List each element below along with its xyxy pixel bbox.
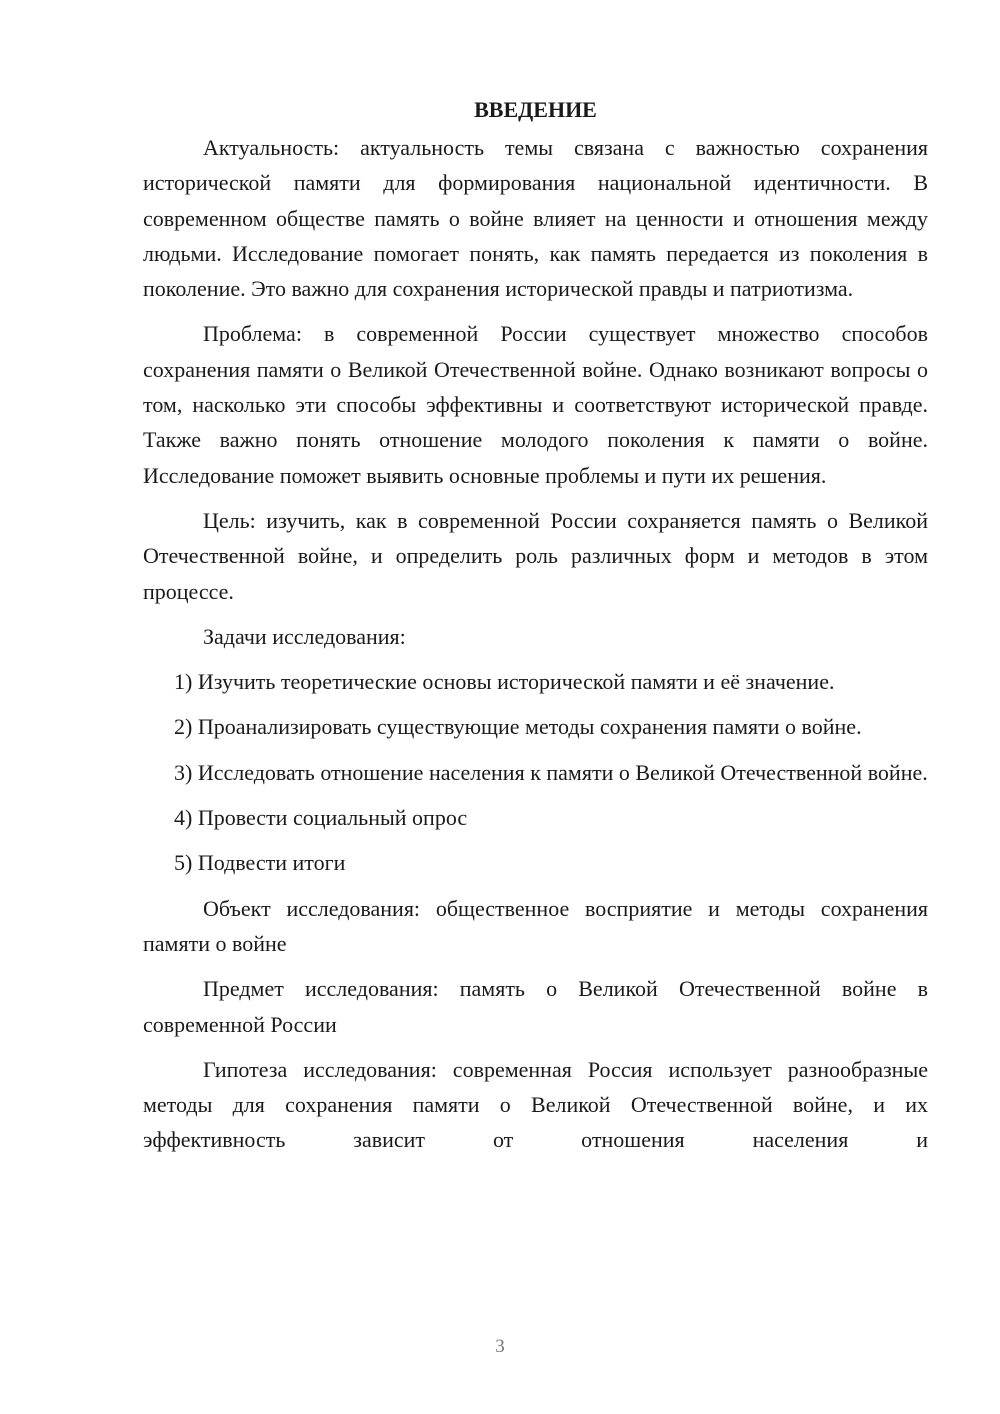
- task-item-2: 2) Проанализировать существующие методы сохранения памяти о войне.: [174, 714, 862, 740]
- tasks-title: Задачи исследования:: [203, 623, 406, 649]
- section-heading: ВВЕДЕНИЕ: [474, 97, 597, 122]
- page-number: 3: [495, 1336, 505, 1357]
- object-paragraph: Объект исследования: общественное восприятие и методы сохранения памяти о войне: [143, 895, 928, 956]
- task-item-5: 5) Подвести итоги: [174, 850, 346, 876]
- subject-paragraph: Предмет исследования: память о Великой Отечественной войне в современной России: [143, 976, 928, 1037]
- hypothesis-paragraph: Гипотеза исследования: современная Россия использует разнообразные методы для сохранения памяти о Великой Отечественной войне, и их эффективность зависит от отношения населения и: [143, 1056, 928, 1153]
- task-item-3: 3) Исследовать отношение населения к памяти о Великой Отечественной войне.: [174, 759, 928, 785]
- problem-paragraph: Проблема: в современной России существует множество способов сохранения памяти о Великой Отечественной войне. Однако возникают вопросы о том, насколько эти способы эффективны и соответствуют исторической правде. Также важно понять отношение молодого поколения к памяти о войне. Исследование поможет выявить основные проблемы и пути их решения.: [143, 321, 928, 488]
- document-page: [143, 92, 928, 1158]
- relevance-paragraph: Актуальность: актуальность темы связана с важностью сохранения исторической памяти для формирования национальной идентичности. В современном обществе память о войне влияет на ценности и отношения между людьми. Исследование помогает понять, как память передается из поколения в поколение. Это важно для сохранения исторической правды и патриотизма.: [143, 135, 928, 302]
- goal-paragraph: Цель: изучить, как в современной России сохраняется память о Великой Отечественной войне, и определить роль различных форм и методов в этом процессе.: [143, 507, 928, 604]
- task-item-4: 4) Провести социальный опрос: [174, 805, 468, 831]
- task-item-1: 1) Изучить теоретические основы исторической памяти и её значение.: [174, 669, 835, 695]
